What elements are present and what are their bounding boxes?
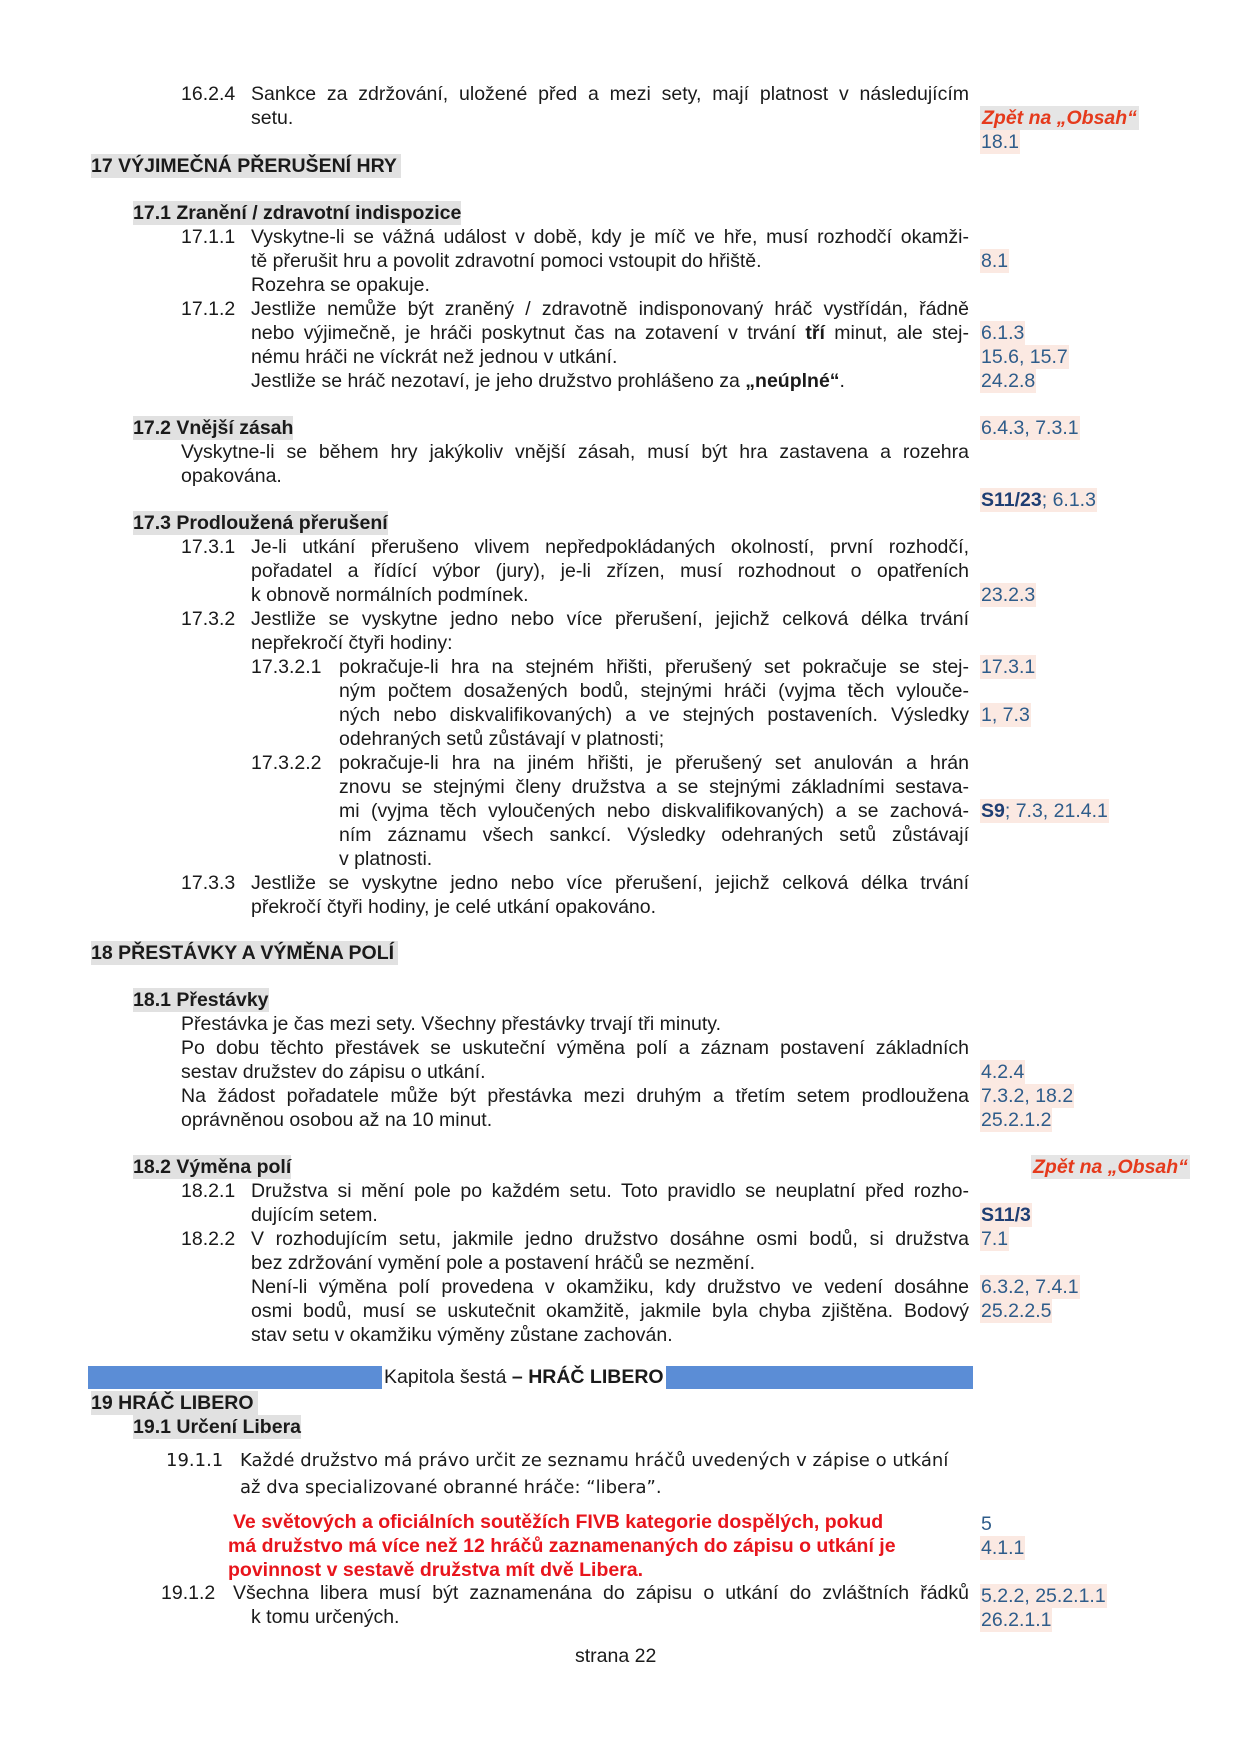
rule-text: Družstva si mění pole po každém setu. Toto pravidlo se neuplatní před rozho-	[251, 1180, 969, 1202]
rule-number: 18.2.2	[181, 1228, 236, 1250]
rule-text: Jestliže se vyskytne jedno nebo více přerušení, jejichž celková délka trvání	[251, 872, 969, 894]
subsection-title-19-1: 19.1 Určení Libera	[133, 1416, 301, 1438]
rule-text: dujícím setem.	[251, 1204, 378, 1226]
subsection-title-17-1: 17.1 Zranění / zdravotní indispozice	[133, 202, 462, 224]
section-heading-17: 17 VÝJIMEČNÁ PŘERUŠENÍ HRY	[91, 154, 401, 178]
rule-text: opakována.	[181, 465, 282, 487]
rule-text: Vyskytne-li se vážná událost v době, kdy je míč ve hře, musí rozhodčí okamži-	[251, 226, 969, 248]
cross-reference[interactable]: S11/3	[981, 1204, 1031, 1226]
rule-number: 19.1.2	[161, 1582, 216, 1604]
back-to-contents-link[interactable]: Zpět na „Obsah“	[982, 107, 1137, 129]
cross-reference[interactable]: 25.2.2.5	[981, 1300, 1052, 1322]
cross-reference[interactable]: 5	[981, 1513, 992, 1535]
rule-text: v platnosti.	[339, 848, 433, 870]
rule-text: oprávněnou osobou až na 10 minut.	[181, 1109, 493, 1131]
subsection-title-17-2: 17.2 Vnější zásah	[133, 417, 294, 439]
rule-text: pořadatel a řídící výbor (jury), je-li zřízen, musí rozhodnout o opatřeních	[251, 560, 969, 582]
cross-reference[interactable]: 4.1.1	[981, 1537, 1025, 1559]
cross-reference[interactable]: S11/23; 6.1.3	[981, 489, 1096, 511]
cross-reference[interactable]: 6.3.2, 7.4.1	[981, 1276, 1079, 1298]
highlighted-rule-text: má družstvo má více než 12 hráčů zaznamenaných do zápisu o utkání je	[228, 1535, 896, 1557]
rule-text: Jestliže nemůže být zraněný / zdravotně indisponovaný hráč vystřídán, řádně	[251, 298, 969, 320]
rule-number: 16.2.4	[181, 83, 236, 105]
rule-text: V rozhodujícím setu, jakmile jedno družstvo dosáhne osmi bodů, si družstva	[251, 1228, 969, 1250]
rule-text: Všechna libera musí být zaznamenána do zápisu o utkání do zvláštních řádků	[233, 1582, 969, 1604]
rule-number: 17.3.2.1	[251, 656, 322, 678]
rule-text: ním záznamu všech sankcí. Výsledky odehraných setů zůstávají	[339, 824, 969, 846]
cross-reference[interactable]: 6.1.3	[981, 322, 1025, 344]
rule-text: odehraných setů zůstávají v platnosti;	[339, 728, 665, 750]
rule-text: Rozehra se opakuje.	[251, 274, 430, 296]
rule-text: setu.	[251, 107, 294, 129]
rule-text: Na žádost pořadatele může být přestávka mezi druhým a třetím setem prodloužena	[181, 1085, 969, 1107]
section-heading-18: 18 PŘESTÁVKY A VÝMĚNA POLÍ	[91, 941, 398, 965]
rule-text: ným počtem dosažených bodů, stejnými hráči (vyjma těch vylouče-	[339, 680, 969, 702]
cross-reference[interactable]: 26.2.1.1	[981, 1609, 1052, 1631]
rule-text: stav setu v okamžiku výměny zůstane zachován.	[251, 1324, 673, 1346]
cross-reference[interactable]: S9; 7.3, 21.4.1	[981, 800, 1108, 822]
rule-text: sestav družstev do zápisu o utkání.	[181, 1061, 486, 1083]
rule-number: 17.3.1	[181, 536, 236, 558]
rule-text: k tomu určených.	[251, 1606, 400, 1628]
rule-text: Přestávka je čas mezi sety. Všechny přestávky trvají tři minuty.	[181, 1013, 722, 1035]
cross-reference[interactable]: 5.2.2, 25.2.1.1	[981, 1585, 1106, 1607]
cross-reference[interactable]: 4.2.4	[981, 1061, 1025, 1083]
cross-reference[interactable]: 18.1	[981, 131, 1019, 153]
rule-text: překročí čtyři hodiny, je celé utkání opakováno.	[251, 896, 657, 918]
rule-text: tě přerušit hru a povolit zdravotní pomoci vstoupit do hřiště.	[251, 250, 762, 272]
cross-reference[interactable]: 23.2.3	[981, 584, 1036, 606]
cross-reference[interactable]: 7.3.2, 18.2	[981, 1085, 1074, 1107]
subsection-title-18-1: 18.1 Přestávky	[133, 989, 269, 1011]
rule-number: 19.1.1	[166, 1450, 224, 1471]
page-number: strana 22	[575, 1645, 657, 1667]
cross-reference[interactable]: 25.2.1.2	[981, 1109, 1052, 1131]
rule-text: Každé družstvo má právo určit ze seznamu hráčů uvedených v zápise o utkání	[240, 1450, 949, 1471]
rule-text: mi (vyjma těch vyloučených nebo diskvalifikovaných) a se zachová-	[339, 800, 969, 822]
rule-text: osmi bodů, musí se uskutečnit okamžitě, jakmile byla chyba zjištěna. Bodový	[251, 1300, 969, 1322]
back-to-contents-link[interactable]: Zpět na „Obsah“	[1033, 1156, 1188, 1178]
rule-text: Není-li výměna polí provedena v okamžiku, kdy družstvo ve vedení dosáhne	[251, 1276, 969, 1298]
rule-number: 17.1.1	[181, 226, 236, 248]
chapter-title: Kapitola šestá – HRÁČ LIBERO	[384, 1366, 664, 1388]
rule-text: až dva specializované obranné hráče: “libera”.	[240, 1477, 662, 1498]
rule-text: nebo výjimečně, je hráči poskytnut čas na zotavení v trvání tří minut, ale stej-	[251, 322, 969, 344]
rule-text: pokračuje-li hra na stejném hřišti, přerušený set pokračuje se stej-	[339, 656, 969, 678]
rule-text: pokračuje-li hra na jiném hřišti, je přerušený set anulován a hrán	[339, 752, 969, 774]
section-heading-19: 19 HRÁČ LIBERO	[91, 1391, 258, 1415]
cross-reference[interactable]: 24.2.8	[981, 370, 1036, 392]
subsection-title-18-2: 18.2 Výměna polí	[133, 1156, 292, 1178]
rule-text: nepřekročí čtyři hodiny:	[251, 632, 453, 654]
rule-text: Sankce za zdržování, uložené před a mezi sety, mají platnost v následujícím	[251, 83, 969, 105]
rule-text: Vyskytne-li se během hry jakýkoliv vnější zásah, musí být hra zastavena a rozehra	[181, 441, 969, 463]
rule-text: ných nebo diskvalifikovaných) a ve stejných postaveních. Výsledky	[339, 704, 969, 726]
subsection-title-17-3: 17.3 Prodloužená přerušení	[133, 512, 388, 534]
highlighted-rule-text: Ve světových a oficiálních soutěžích FIVB kategorie dospělých, pokud	[233, 1511, 884, 1533]
rule-text: bez zdržování vymění pole a postavení hráčů se nezmění.	[251, 1252, 756, 1274]
rule-text: Jestliže se vyskytne jedno nebo více přerušení, jejichž celková délka trvání	[251, 608, 969, 630]
rule-text: Po dobu těchto přestávek se uskuteční výměna polí a záznam postavení základních	[181, 1037, 969, 1059]
rule-text: Je-li utkání přerušeno vlivem nepředpokládaných okolností, první rozhodčí,	[251, 536, 969, 558]
rule-text: Jestliže se hráč nezotaví, je jeho družstvo prohlášeno za „neúplné“.	[251, 370, 845, 392]
cross-reference[interactable]: 7.1	[981, 1228, 1009, 1250]
cross-reference[interactable]: 17.3.1	[981, 656, 1036, 678]
rule-number: 18.2.1	[181, 1180, 236, 1202]
cross-reference[interactable]: 1, 7.3	[981, 704, 1030, 726]
rule-text: nému hráči ne víckrát než jednou v utkání.	[251, 346, 618, 368]
rule-number: 17.3.2.2	[251, 752, 322, 774]
rule-number: 17.3.3	[181, 872, 236, 894]
rule-text: k obnově normálních podmínek.	[251, 584, 529, 606]
cross-reference[interactable]: 6.4.3, 7.3.1	[981, 417, 1079, 439]
cross-reference[interactable]: 8.1	[981, 250, 1009, 272]
cross-reference[interactable]: 15.6, 15.7	[981, 346, 1068, 368]
rule-text: znovu se stejnými členy družstva a se stejnými základními sestava-	[339, 776, 969, 798]
rule-number: 17.3.2	[181, 608, 236, 630]
highlighted-rule-text: povinnost v sestavě družstva mít dvě Libera.	[228, 1559, 644, 1581]
rule-number: 17.1.2	[181, 298, 236, 320]
